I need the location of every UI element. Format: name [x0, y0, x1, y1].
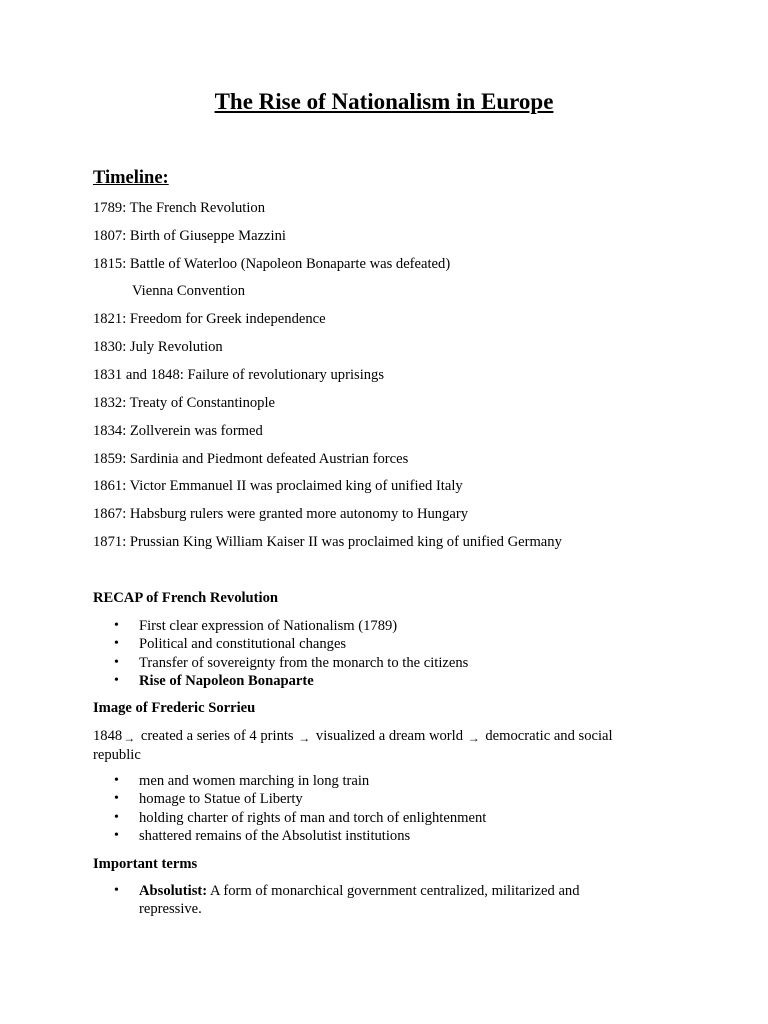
list-item: • Transfer of sovereignty from the monarch to the citizens — [114, 654, 469, 671]
arrow-right-icon: → — [298, 731, 311, 745]
terms-list — [93, 882, 633, 919]
bullet-icon: • — [114, 809, 119, 825]
timeline-item: 1834: Zollverein was formed — [93, 423, 263, 439]
bullet-icon: • — [114, 672, 119, 688]
timeline-item: 1789: The French Revolution — [93, 200, 265, 216]
list-item: • holding charter of rights of man and torch of enlightenment — [114, 809, 487, 826]
bullet-icon: • — [114, 827, 119, 843]
sorrieu-list — [93, 772, 653, 845]
bullet-icon: • — [114, 636, 119, 652]
sorrieu-heading: Image of Frederic Sorrieu — [93, 700, 256, 716]
bullet-icon: • — [114, 773, 119, 788]
timeline-item: 1832: Treaty of Constantinople — [93, 395, 276, 411]
timeline-heading: Timeline: — [93, 168, 169, 188]
list-item: • Rise of Napoleon Bonaparte — [114, 672, 314, 689]
list-item: • homage to Statue of Liberty — [114, 791, 303, 808]
term-label: Absolutist: — [139, 883, 208, 899]
timeline-item: 1831 and 1848: Failure of revolutionary uprisings — [93, 367, 385, 383]
timeline-item-sub: Vienna Convention — [132, 283, 246, 299]
timeline-item: 1871: Prussian King William Kaiser II was proclaimed king of unified Germany — [93, 534, 562, 550]
list-item: • shattered remains of the Absolutist institutions — [114, 827, 411, 844]
term-definition: A form of monarchical government centralized, militarized and repressive. — [139, 883, 580, 918]
list-item: • First clear expression of Nationalism (1789) — [114, 618, 398, 634]
timeline-item: 1830: July Revolution — [93, 339, 223, 355]
bullet-icon: • — [114, 883, 119, 898]
list-item: • Political and constitutional changes — [114, 636, 347, 653]
timeline-item: 1807: Birth of Giuseppe Mazzini — [93, 228, 286, 244]
sorrieu-paragraph: 1848→ created a series of 4 prints → visualized a dream world → democratic and social republic — [93, 728, 613, 763]
arrow-right-icon: → — [467, 731, 480, 745]
page-title: The Rise of Nationalism in Europe — [214, 89, 554, 114]
bullet-icon: • — [114, 618, 119, 633]
timeline-item: 1859: Sardinia and Piedmont defeated Austrian forces — [93, 451, 409, 467]
recap-list — [93, 617, 653, 690]
recap-heading: RECAP of French Revolution — [93, 590, 278, 606]
bullet-icon: • — [114, 791, 119, 807]
terms-heading: Important terms — [93, 856, 198, 872]
arrow-right-icon: → — [123, 731, 136, 745]
list-item: • men and women marching in long train — [114, 773, 370, 789]
timeline-item: 1815: Battle of Waterloo (Napoleon Bonaparte was defeated) — [93, 256, 451, 272]
bullet-icon: • — [114, 654, 119, 670]
list-item — [93, 882, 633, 919]
timeline-item: 1861: Victor Emmanuel II was proclaimed king of unified Italy — [93, 478, 463, 494]
timeline-item: 1867: Habsburg rulers were granted more autonomy to Hungary — [93, 506, 469, 522]
timeline-item: 1821: Freedom for Greek independence — [93, 311, 326, 327]
